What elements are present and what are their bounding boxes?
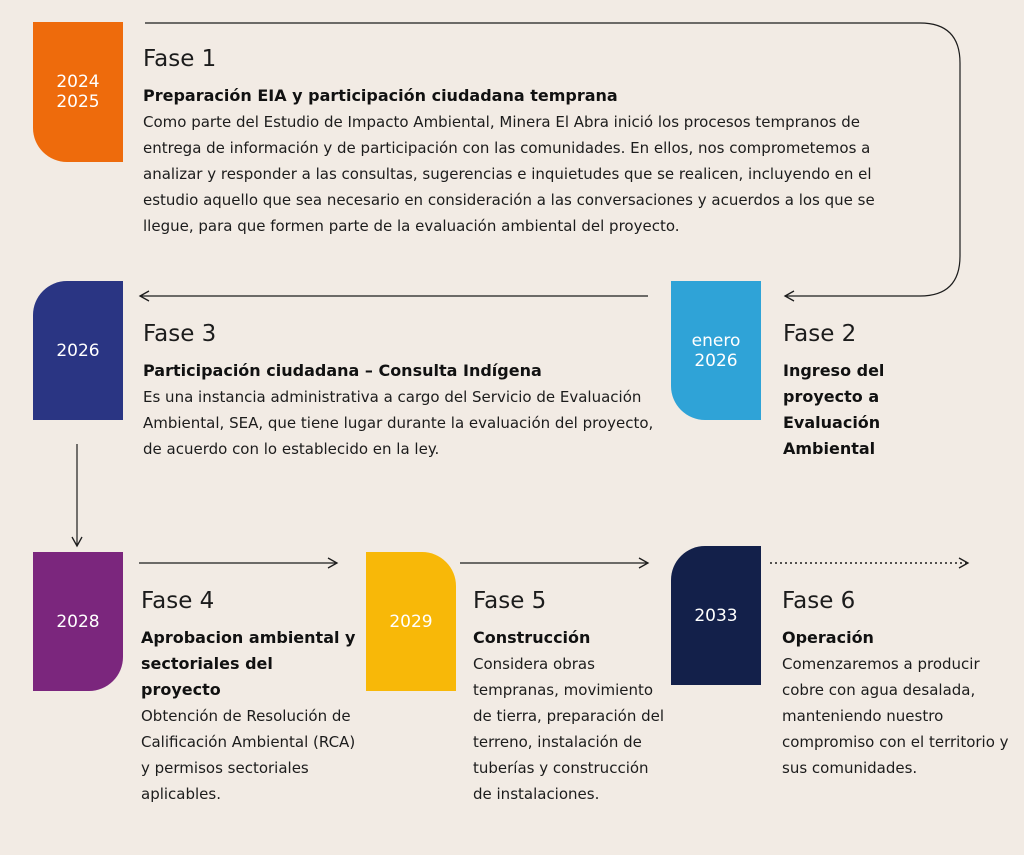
phase-1-year-badge: 2024 2025: [33, 22, 123, 162]
phase-5-year-badge: 2029: [366, 552, 456, 691]
phase-6-description: Comenzaremos a producir cobre con agua desalada, manteniendo nuestro compromiso con el territorio y sus comunidades.: [782, 655, 1009, 777]
phase-4-year-badge: 2028: [33, 552, 123, 691]
phase-6-label: Fase 6: [782, 588, 856, 614]
phase-1-description: Como parte del Estudio de Impacto Ambiental, Minera El Abra inició los procesos tempranos de entrega de información y de participación con las comunidades. En ellos, nos comprometemos a analizar y responder a las consultas, sugerencias e inquietudes que se realicen, incluyendo en el estudio aquello que sea necesario en consideración a las conversaciones y acuerdos a los que se llegue, para que formen parte de la evaluación ambiental del proyecto.: [143, 113, 875, 235]
phase-2: [783, 321, 913, 462]
phase-4: [141, 588, 356, 807]
phase-2-title: Ingreso del proyecto a Evaluación Ambiental: [783, 361, 885, 458]
phase-5-description: Considera obras tempranas, movimiento de tierra, preparación del terreno, instalación de tuberías y construcción de instalaciones.: [473, 655, 665, 803]
phase-6: [782, 588, 1012, 781]
phase-1: [143, 46, 903, 239]
phase-2-label: Fase 2: [783, 321, 857, 347]
phase-2-year-badge: enero 2026: [671, 281, 761, 420]
phase-3-description: Es una instancia administrativa a cargo del Servicio de Evaluación Ambiental, SEA, que tiene lugar durante la evaluación del proyecto, de acuerdo con lo establecido en la ley.: [143, 388, 654, 458]
phase-3-year-badge: 2026: [33, 281, 123, 420]
phase-3-label: Fase 3: [143, 321, 217, 347]
phase-1-title: Preparación EIA y participación ciudadana temprana: [143, 86, 618, 105]
phase-5: [473, 588, 668, 807]
phase-4-title: Aprobacion ambiental y sectoriales del proyecto: [141, 628, 356, 699]
phase-4-description: Obtención de Resolución de Calificación Ambiental (RCA) y permisos sectoriales aplicables.: [141, 707, 356, 803]
phase-3-title: Participación ciudadana – Consulta Indígena: [143, 361, 542, 380]
phase-6-year-badge: 2033: [671, 546, 761, 685]
phase-6-title: Operación: [782, 628, 874, 647]
phase-4-label: Fase 4: [141, 588, 215, 614]
phase-5-label: Fase 5: [473, 588, 547, 614]
phase-1-label: Fase 1: [143, 46, 217, 72]
phase-5-title: Construcción: [473, 628, 591, 647]
phase-3: [143, 321, 663, 462]
